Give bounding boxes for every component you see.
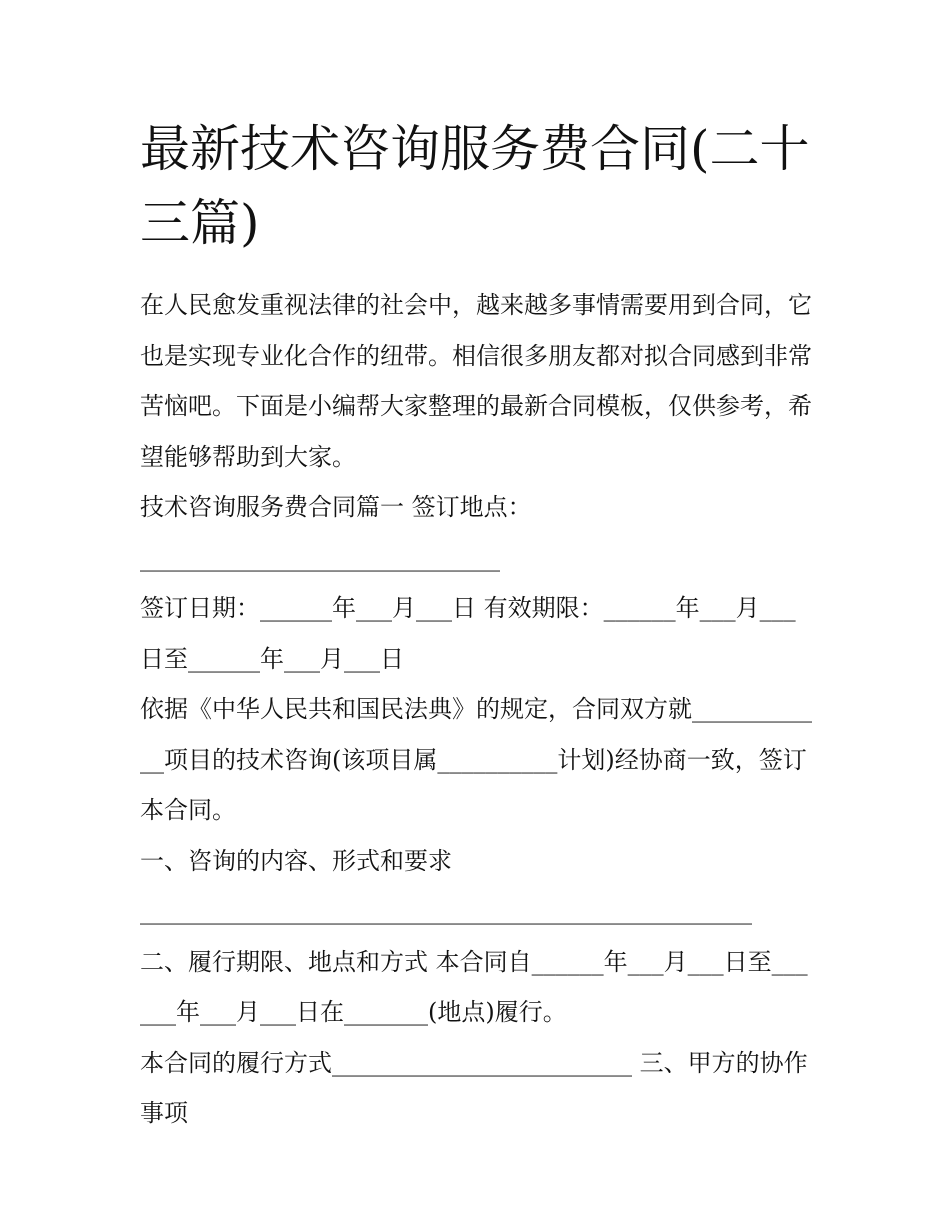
intro-paragraph: 在人民愈发重视法律的社会中，越来越多事情需要用到合同，它也是实现专业化合作的纽带。相信很多朋友都对拟合同感到非常苦恼吧。下面是小编帮大家整理的最新合同模板，仅供参考，希望能够帮助到大家。 (140, 291, 812, 471)
basis-paragraph: 依据《中华人民共和国民法典》的规定，合同双方就____________项目的技术咨询(该项目属__________计划)经协商一致，签订本合同。 (140, 695, 812, 824)
document-page (140, 112, 815, 1139)
section-2-paragraph: 二、履行期限、地点和方式 本合同自______年___月___日至______年___月___日在_______(地点)履行。 (140, 947, 808, 1026)
document-title: 最新技术咨询服务费合同(二十三篇) (140, 120, 810, 252)
signing-place-blank: ______________________________ (140, 543, 500, 572)
performance-method-paragraph: 本合同的履行方式_________________________ 三、甲方的协作事项 (140, 1048, 808, 1127)
signing-date-line: 签订日期：______年___月___日 有效期限：______年___月___日至______年___月___日 (140, 594, 796, 673)
section-1-heading: 一、咨询的内容、形式和要求 (140, 846, 452, 875)
section-1-blank: ___________________________________________________ (140, 897, 752, 925)
signing-place-line: 技术咨询服务费合同篇一 签订地点： (140, 493, 532, 521)
